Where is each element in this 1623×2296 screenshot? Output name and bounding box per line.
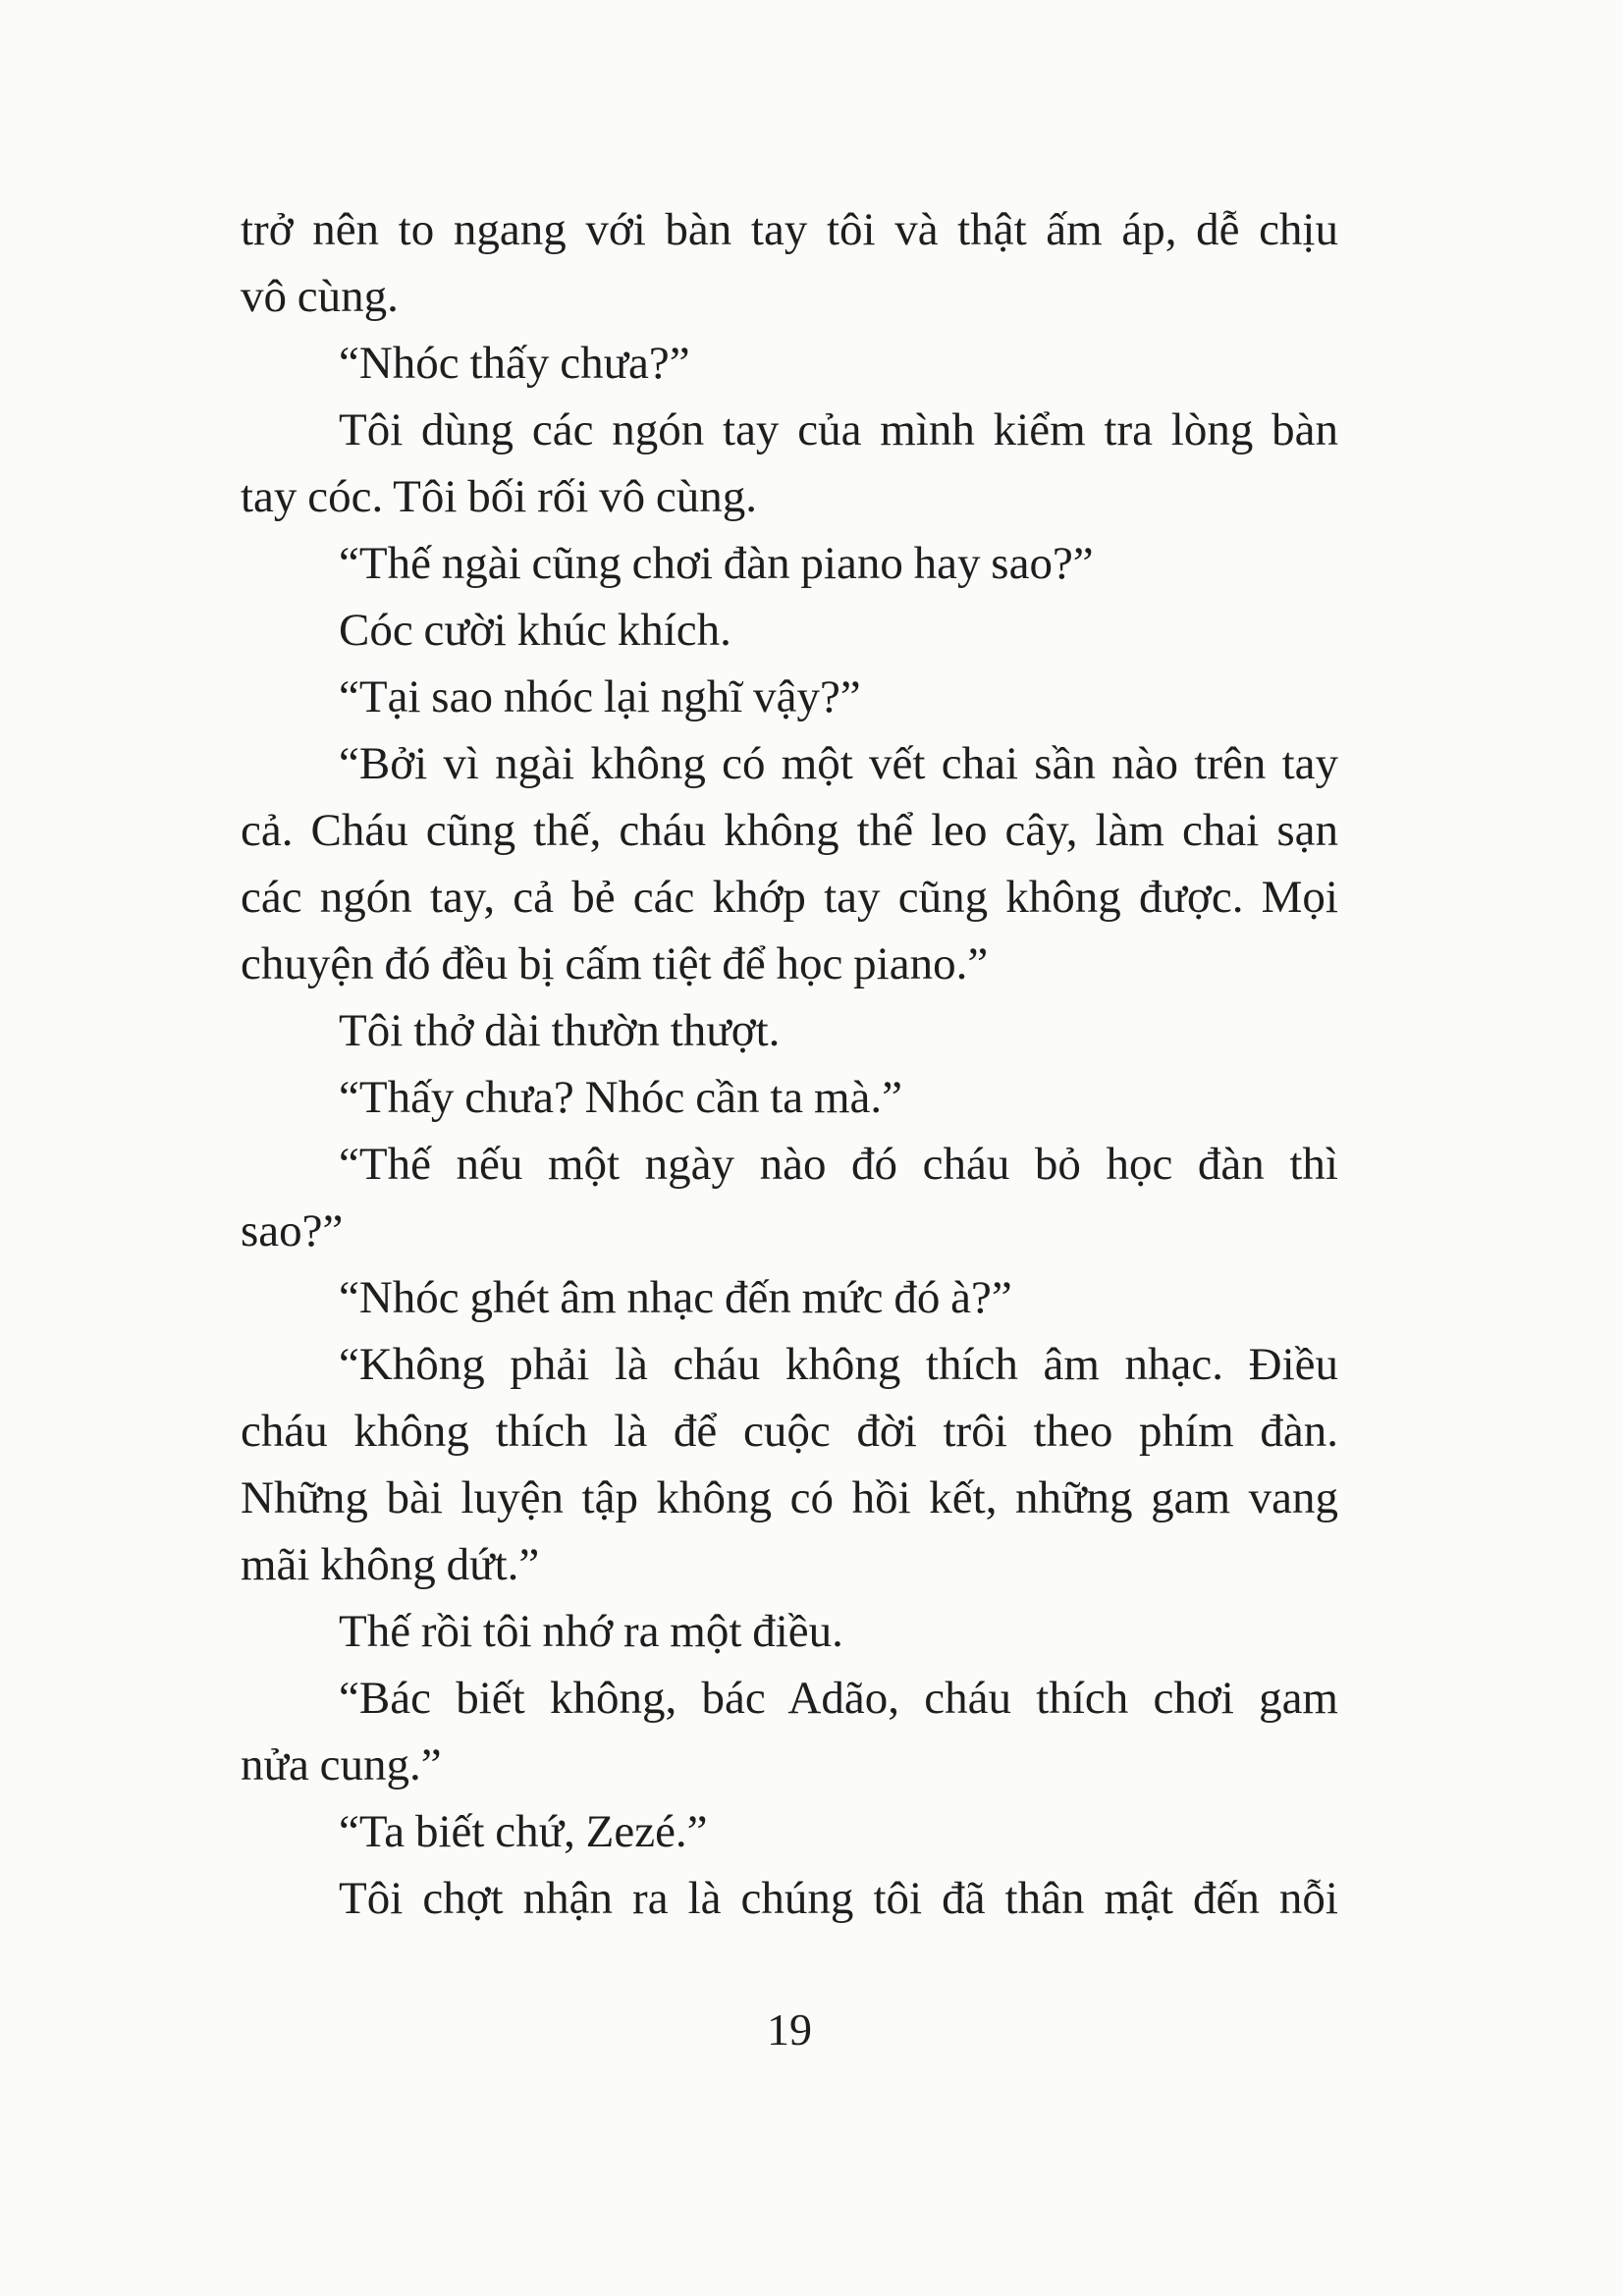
text-line: chuyện đó đều bị cấm tiệt để học piano.” — [241, 938, 989, 989]
text-line: “Thấy chưa? Nhóc cần ta mà.” — [339, 1072, 903, 1123]
paragraph — [241, 997, 1338, 1064]
text-line: tay cóc. Tôi bối rối vô cùng. — [241, 471, 758, 522]
text-line: Tôi chợt nhận ra là chúng tôi đã thân mật đến nỗi — [339, 1873, 1338, 1924]
text-line: “Bởi vì ngài không có một vết chai sần nào trên tay — [339, 738, 1338, 789]
text-line: “Thế nếu một ngày nào đó cháu bỏ học đàn thì — [339, 1139, 1338, 1190]
text-line: Thế rồi tôi nhớ ra một điều. — [339, 1606, 843, 1657]
text-line: vô cùng. — [241, 271, 399, 322]
text-line: “Nhóc thấy chưa?” — [339, 338, 690, 389]
paragraph — [241, 1665, 1338, 1798]
paragraph — [241, 397, 1338, 530]
text-line: “Tại sao nhóc lại nghĩ vậy?” — [339, 671, 861, 722]
paragraph — [241, 597, 1338, 664]
text-line: Những bài luyện tập không có hồi kết, những gam vang — [241, 1472, 1338, 1523]
paragraph — [241, 1331, 1338, 1598]
paragraph — [241, 530, 1338, 597]
paragraph — [241, 330, 1338, 397]
text-line: “Không phải là cháu không thích âm nhạc. Điều — [339, 1339, 1338, 1390]
text-line: trở nên to ngang với bàn tay tôi và thật ấm áp, dễ chịu — [241, 204, 1338, 255]
text-line: Tôi thở dài thườn thượt. — [339, 1005, 781, 1056]
text-line: Cóc cười khúc khích. — [339, 605, 731, 656]
text-line: cả. Cháu cũng thế, cháu không thể leo cây, làm chai sạn — [241, 805, 1338, 856]
text-line: “Bác biết không, bác Adão, cháu thích chơi gam — [339, 1673, 1338, 1724]
paragraph — [241, 1865, 1338, 1932]
paragraph — [241, 1598, 1338, 1665]
paragraph — [241, 1264, 1338, 1331]
text-line: Tôi dùng các ngón tay của mình kiểm tra lòng bàn — [339, 404, 1338, 455]
paragraph — [241, 1798, 1338, 1865]
page-number: 19 — [767, 2004, 812, 2055]
text-line: các ngón tay, cả bẻ các khớp tay cũng không được. Mọi — [241, 872, 1338, 923]
text-line: nửa cung.” — [241, 1739, 442, 1790]
paragraph — [241, 196, 1338, 330]
text-line: mãi không dứt.” — [241, 1539, 540, 1590]
text-line: “Nhóc ghét âm nhạc đến mức đó à?” — [339, 1272, 1012, 1323]
paragraph — [241, 664, 1338, 730]
text-line: “Ta biết chứ, Zezé.” — [339, 1806, 708, 1857]
paragraph — [241, 730, 1338, 997]
text-line: cháu không thích là để cuộc đời trôi theo phím đàn. — [241, 1406, 1338, 1457]
text-line: “Thế ngài cũng chơi đàn piano hay sao?” — [339, 538, 1094, 589]
page-text — [241, 196, 1338, 1932]
text-line: sao?” — [241, 1205, 344, 1256]
paragraph — [241, 1064, 1338, 1131]
paragraph — [241, 1131, 1338, 1264]
